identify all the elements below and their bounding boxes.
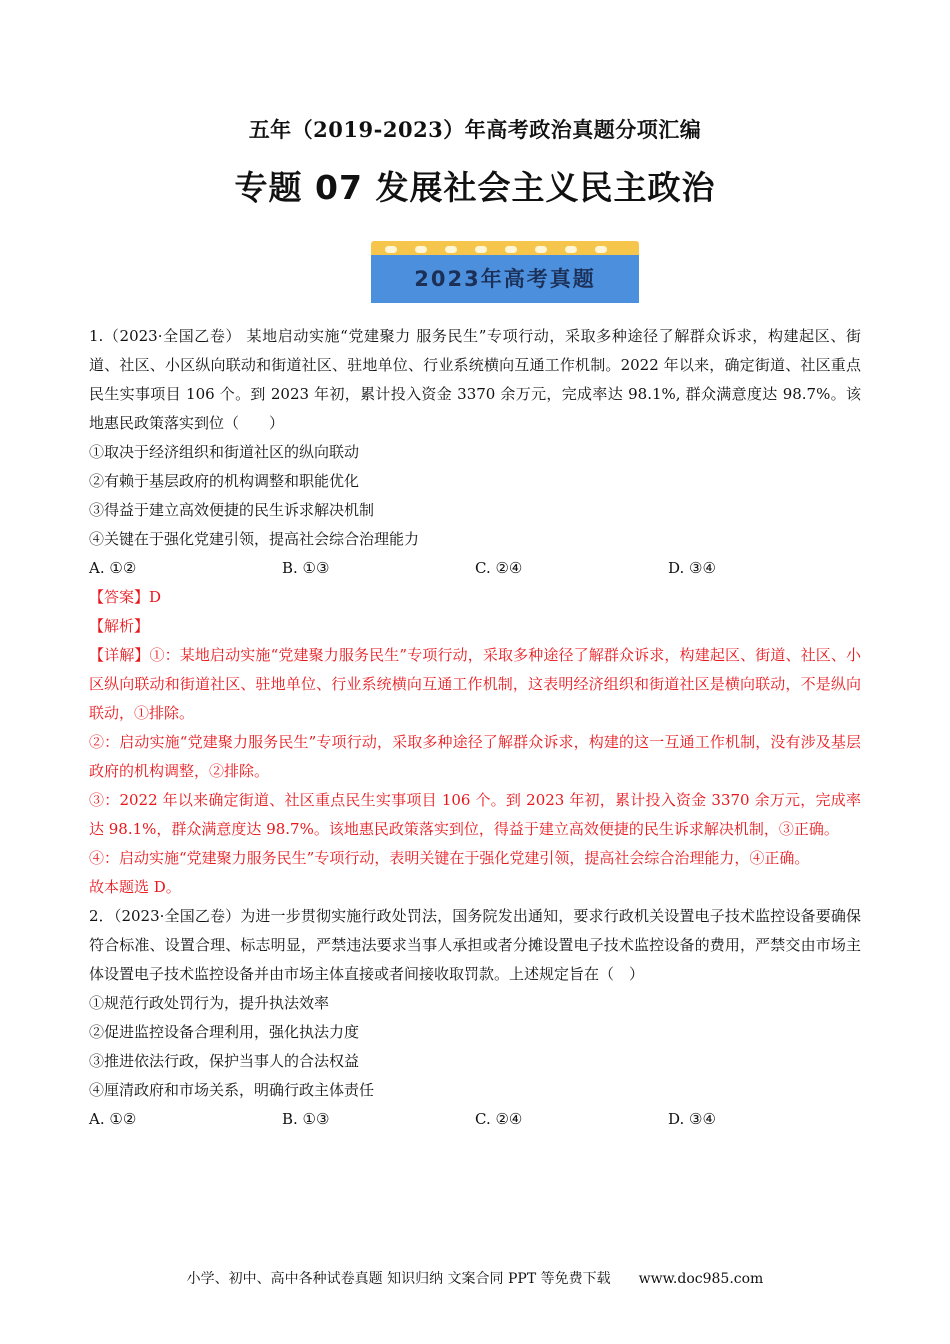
- page-footer: 小学、初中、高中各种试卷真题 知识归纳 文案合同 PPT 等免费下载 www.doc985.com: [186, 1271, 764, 1287]
- explanation-paragraph: ③：2022 年以来确定街道、社区重点民生实事项目 106 个。到 2023 年初，累计投入资金 3370 余万元，完成率达 98.1%，群众满意度达 98.7%。该地惠民政策落实到位，得益于建立高效便捷的民生诉求解决机制，③正确。: [89, 791, 861, 838]
- question-2-options: [89, 1105, 861, 1134]
- explanation-paragraph: 【详解】①：某地启动实施“党建聚力服务民生”专项行动，采取多种途径了解群众诉求，构建起区、街道、社区、小区纵向联动和街道社区、驻地单位、行业系统横向互通工作机制，这表明经济组织和街道社区是横向联动，不是纵向联动，①排除。: [89, 646, 861, 722]
- question-1-options: [89, 554, 861, 583]
- question-2-item: ③推进依法行政，保护当事人的合法权益: [89, 1052, 360, 1070]
- answer-label: 【答案】D: [89, 588, 162, 606]
- page-title: 专题 07 发展社会主义民主政治: [234, 168, 716, 207]
- option-a: A. ①②: [89, 559, 137, 577]
- section-banner: [371, 241, 639, 303]
- analysis-label: 【解析】: [89, 617, 150, 635]
- option-a: A. ①②: [89, 1110, 137, 1128]
- question-1-item: ②有赖于基层政府的机构调整和职能优化: [89, 472, 360, 490]
- question-2-item: ②促进监控设备合理利用，强化执法力度: [89, 1023, 360, 1041]
- question-1-item: ④关键在于强化党建引领，提高社会综合治理能力: [89, 530, 420, 548]
- question-content: [89, 322, 861, 1134]
- option-c: C. ②④: [475, 1110, 523, 1128]
- option-b: B. ①③: [282, 559, 330, 577]
- explanation-paragraph: ④：启动实施“党建聚力服务民生”专项行动，表明关键在于强化党建引领，提高社会综合治理能力，④正确。: [89, 849, 810, 867]
- question-1-item: ③得益于建立高效便捷的民生诉求解决机制: [89, 501, 375, 519]
- page-subtitle: 五年（2019-2023）年高考政治真题分项汇编: [248, 117, 702, 142]
- option-d: D. ③④: [668, 559, 716, 577]
- option-b: B. ①③: [282, 1110, 330, 1128]
- question-2-item: ④厘清政府和市场关系，明确行政主体责任: [89, 1081, 375, 1099]
- explanation-conclusion: 故本题选 D。: [89, 878, 181, 896]
- explanation-paragraph: ②：启动实施“党建聚力服务民生”专项行动，采取多种途径了解群众诉求，构建的这一互通工作机制，没有涉及基层政府的机构调整，②排除。: [89, 733, 861, 780]
- option-d: D. ③④: [668, 1110, 716, 1128]
- question-1-stem: 1.（2023·全国乙卷） 某地启动实施“党建聚力 服务民生”专项行动，采取多种途径了解群众诉求，构建起区、街道、社区、小区纵向联动和街道社区、驻地单位、行业系统横向互通工作机制。2022 年以来，确定街道、社区重点民生实事项目 106 个。到 2023 年初，累计投入资金 3370 余万元，完成率达 98.1%, 群众满意度达 98.7%。该地惠民政策落实到位（ ）: [89, 327, 861, 432]
- question-1-item: ①取决于经济组织和街道社区的纵向联动: [89, 443, 360, 461]
- question-2-stem: 2．（2023·全国乙卷）为进一步贯彻实施行政处罚法，国务院发出通知，要求行政机关设置电子技术监控设备要确保符合标准、设置合理、标志明显，严禁违法要求当事人承担或者分摊设置电子技术监控设备的费用，严禁交由市场主体设置电子技术监控设备并由市场主体直接或者间接收取罚款。上述规定旨在（ ）: [89, 907, 861, 983]
- banner-label: 2023年高考真题: [371, 255, 639, 303]
- option-c: C. ②④: [475, 559, 523, 577]
- question-2-item: ①规范行政处罚行为，提升执法效率: [89, 994, 330, 1012]
